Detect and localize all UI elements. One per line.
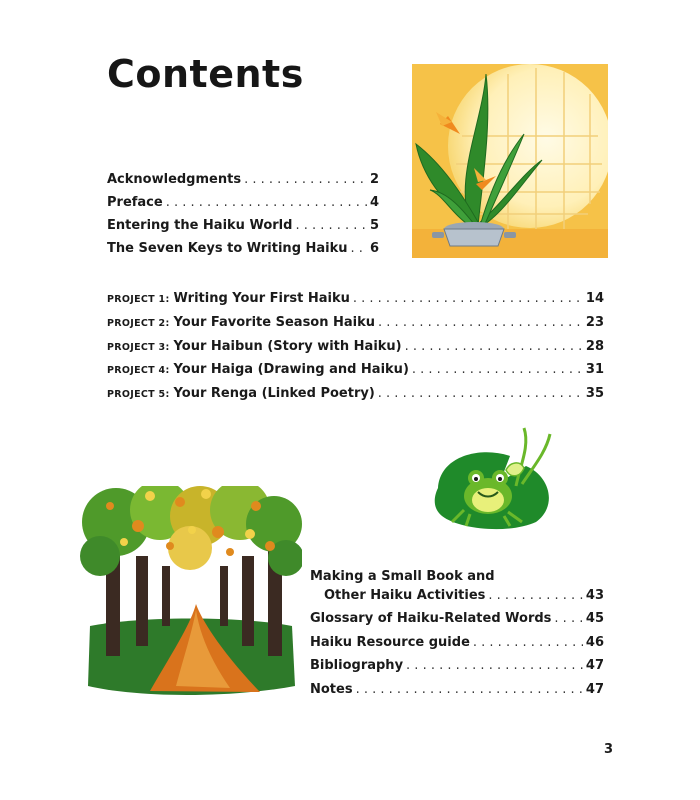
project-prefix: PROJECT 4: <box>107 365 170 376</box>
toc-page-number: 23 <box>585 315 604 330</box>
toc-entry-label: Other Haiku Activities <box>324 588 486 603</box>
toc-entry-label: Entering the Haiku World <box>107 218 293 233</box>
dot-leader <box>412 362 583 377</box>
toc-page-number: 2 <box>369 172 379 187</box>
toc-entry-label: Acknowledgments <box>107 172 242 187</box>
toc-entry-label: Your Haibun (Story with Haiku) <box>173 339 402 354</box>
dot-leader <box>166 195 367 210</box>
toc-page-number: 35 <box>585 386 604 401</box>
toc-entry-project-2[interactable] <box>107 315 604 333</box>
toc-entry-notes[interactable] <box>310 682 604 700</box>
toc-entry-label: Your Favorite Season Haiku <box>173 315 376 330</box>
toc-entry-project-5[interactable] <box>107 386 604 404</box>
toc-entry-small-book[interactable] <box>324 588 604 606</box>
toc-entry-preface[interactable] <box>107 195 379 213</box>
toc-entry-bibliography[interactable] <box>310 658 604 676</box>
page-title: Contents <box>107 52 304 96</box>
toc-entry-label: Glossary of Haiku-Related Words <box>310 611 552 626</box>
toc-entry-seven-keys[interactable] <box>107 241 379 259</box>
toc-entry-resource-guide[interactable] <box>310 635 604 653</box>
toc-page-number: 45 <box>585 611 604 626</box>
toc-page-number: 6 <box>369 241 379 256</box>
toc-entry-project-1[interactable] <box>107 291 604 309</box>
toc-page-number: 14 <box>585 291 604 306</box>
page-number: 3 <box>604 742 614 757</box>
toc-entry-entering-haiku-world[interactable] <box>107 218 379 236</box>
toc-page-number: 47 <box>585 658 604 673</box>
toc-page-number: 31 <box>585 362 604 377</box>
dot-leader <box>554 611 582 626</box>
dot-leader <box>351 241 367 256</box>
toc-entry-label: Haiku Resource guide <box>310 635 470 650</box>
potted-plant-window-illustration <box>412 64 608 258</box>
dot-leader <box>244 172 367 187</box>
toc-entry-project-4[interactable] <box>107 362 604 380</box>
toc-entry-label: Notes <box>310 682 353 697</box>
dot-leader <box>405 339 583 354</box>
dot-leader <box>295 218 367 233</box>
project-prefix: PROJECT 1: <box>107 294 170 305</box>
toc-entry-label: Preface <box>107 195 163 210</box>
frog-on-lily-pad-illustration <box>430 426 560 530</box>
toc-entry-small-book-line1[interactable]: Making a Small Book and <box>310 569 495 584</box>
dot-leader <box>473 635 583 650</box>
toc-page-number: 5 <box>369 218 379 233</box>
toc-page-number: 46 <box>585 635 604 650</box>
toc-entry-label: Your Renga (Linked Poetry) <box>173 386 375 401</box>
toc-entry-label: Bibliography <box>310 658 404 673</box>
dot-leader <box>406 658 583 673</box>
toc-page-number: 43 <box>585 588 604 603</box>
dot-leader <box>378 315 583 330</box>
toc-entry-acknowledgments[interactable] <box>107 172 379 190</box>
toc-entry-label: The Seven Keys to Writing Haiku <box>107 241 348 256</box>
toc-page-number: 4 <box>369 195 379 210</box>
dot-leader <box>378 386 583 401</box>
autumn-forest-path-illustration <box>80 486 302 698</box>
toc-page-number: 28 <box>585 339 604 354</box>
toc-entry-project-3[interactable] <box>107 339 604 357</box>
dot-leader <box>356 682 583 697</box>
project-prefix: PROJECT 5: <box>107 389 170 400</box>
dot-leader <box>488 588 583 603</box>
toc-entry-glossary[interactable] <box>310 611 604 629</box>
project-prefix: PROJECT 3: <box>107 342 170 353</box>
project-prefix: PROJECT 2: <box>107 318 170 329</box>
dot-leader <box>353 291 583 306</box>
toc-entry-label: Writing Your First Haiku <box>173 291 350 306</box>
toc-page-number: 47 <box>585 682 604 697</box>
toc-entry-label: Your Haiga (Drawing and Haiku) <box>173 362 409 377</box>
